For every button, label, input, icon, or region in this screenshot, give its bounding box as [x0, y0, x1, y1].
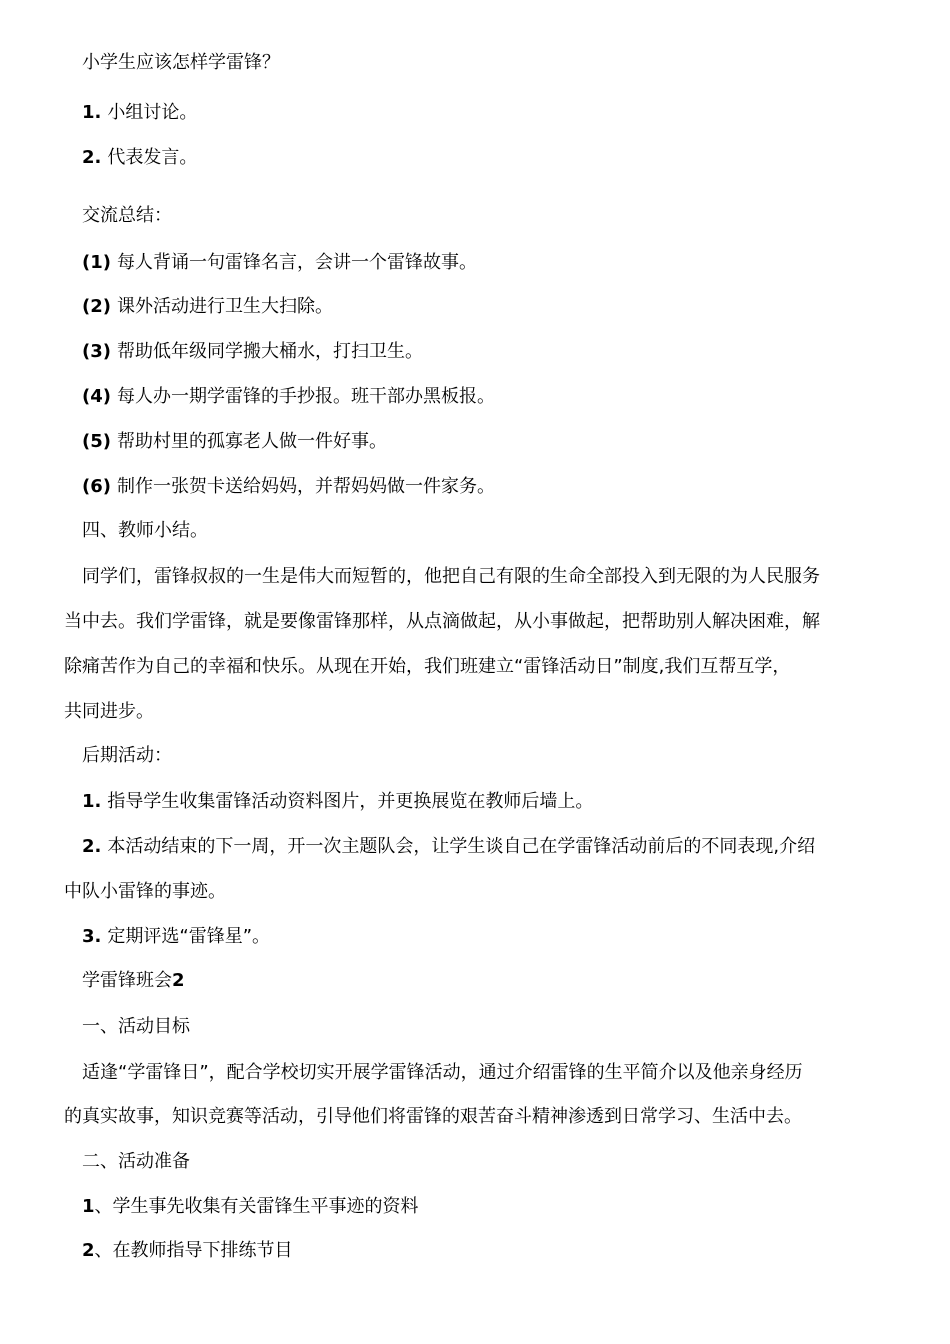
- item-text: 指导学生收集雷锋活动资料图片，并更换展览在教师后墙上。: [107, 791, 594, 812]
- section-title-text: 学雷锋班会: [82, 970, 172, 991]
- item-text: 本活动结束的下一周，开一次主题队会，让学生谈自己在学雷锋活动前后的不同表现,介绍: [107, 836, 816, 857]
- list-item: [82, 147, 197, 169]
- item-text: 定期评选“雷锋星”。: [107, 926, 271, 947]
- section-title: [82, 970, 185, 992]
- item-number: 1.: [82, 791, 102, 812]
- item-number: (2): [82, 296, 111, 317]
- list-item: [82, 1196, 419, 1218]
- later-activities-heading: 后期活动：: [82, 745, 172, 766]
- list-item: [82, 102, 197, 124]
- list-item-continuation: 中队小雷锋的事迹。: [64, 881, 226, 902]
- item-number: (6): [82, 476, 111, 497]
- item-text: 课外活动进行卫生大扫除。: [116, 296, 333, 317]
- item-text: 每人背诵一句雷锋名言，会讲一个雷锋故事。: [116, 252, 477, 273]
- item-number: 1.: [82, 102, 102, 123]
- question-heading: 小学生应该怎样学雷锋？: [82, 52, 280, 73]
- section-heading: 二、活动准备: [82, 1151, 190, 1172]
- item-number: 2.: [82, 147, 102, 168]
- paragraph-line: 除痛苦作为自己的幸福和快乐。从现在开始，我们班建立“雷锋活动日”制度,我们互帮互学，: [64, 656, 791, 677]
- section-heading: 四、教师小结。: [82, 520, 208, 541]
- item-text: 小组讨论。: [107, 102, 198, 123]
- item-number: 2.: [82, 836, 102, 857]
- paragraph-line: 同学们，雷锋叔叔的一生是伟大而短暂的，他把自己有限的生命全部投入到无限的为人民服务: [82, 566, 820, 587]
- list-item: [82, 252, 477, 274]
- item-number: (4): [82, 386, 111, 407]
- paragraph-line: 的真实故事，知识竞赛等活动，引导他们将雷锋的艰苦奋斗精神渗透到日常学习、生活中去。: [64, 1106, 802, 1127]
- item-number: 3.: [82, 926, 102, 947]
- item-number: (3): [82, 341, 111, 362]
- section-title-number: 2: [172, 970, 185, 991]
- list-item: [82, 836, 815, 858]
- paragraph-line: 当中去。我们学雷锋，就是要像雷锋那样，从点滴做起，从小事做起，把帮助别人解决困难，解: [64, 611, 820, 632]
- list-item: [82, 926, 270, 948]
- list-item: [82, 476, 495, 498]
- item-number: (5): [82, 431, 111, 452]
- item-text: 、在教师指导下排练节目: [94, 1240, 293, 1261]
- item-text: 代表发言。: [107, 147, 198, 168]
- item-text: 、学生事先收集有关雷锋生平事迹的资料: [94, 1196, 419, 1217]
- list-item: [82, 431, 387, 453]
- list-item: [82, 296, 333, 318]
- item-text: 帮助村里的孤寡老人做一件好事。: [116, 431, 387, 452]
- list-item: [82, 1240, 293, 1262]
- item-text: 制作一张贺卡送给妈妈，并帮妈妈做一件家务。: [116, 476, 495, 497]
- list-item: [82, 386, 495, 408]
- item-number: 2: [82, 1240, 95, 1261]
- paragraph-line: 适逢“学雷锋日”，配合学校切实开展学雷锋活动，通过介绍雷锋的生平简介以及他亲身经历: [82, 1062, 803, 1083]
- paragraph-line: 共同进步。: [64, 701, 154, 722]
- item-number: 1: [82, 1196, 95, 1217]
- item-text: 帮助低年级同学搬大桶水，打扫卫生。: [116, 341, 423, 362]
- item-text: 每人办一期学雷锋的手抄报。班干部办黑板报。: [116, 386, 495, 407]
- item-number: (1): [82, 252, 111, 273]
- section-heading: 一、活动目标: [82, 1016, 190, 1037]
- list-item: [82, 791, 593, 813]
- summary-heading: 交流总结：: [82, 205, 172, 226]
- list-item: [82, 341, 423, 363]
